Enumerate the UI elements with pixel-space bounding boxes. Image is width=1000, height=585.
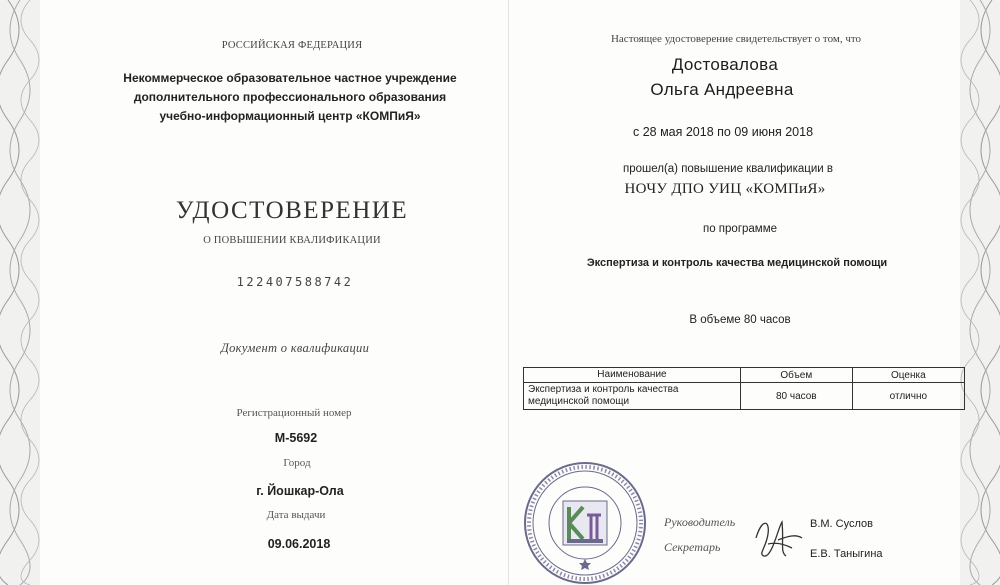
document-subtitle: О ПОВЫШЕНИИ КВАЛИФИКАЦИИ bbox=[203, 235, 381, 246]
issue-date-value: 09.06.2018 bbox=[267, 537, 331, 551]
org-line-2: дополнительного профессионального образования bbox=[133, 90, 447, 104]
page-fold-divider bbox=[508, 0, 509, 585]
head-name: В.М. Суслов bbox=[810, 518, 873, 530]
city-value: г. Йошкар-Ола bbox=[256, 484, 344, 498]
table-header-name: Наименование bbox=[524, 368, 741, 383]
table-cell-name: Экспертиза и контроль качества медицинской помощи bbox=[524, 383, 741, 410]
table-header-row bbox=[524, 368, 965, 383]
table-cell-grade: отлично bbox=[852, 383, 964, 410]
table-header-grade: Оценка bbox=[852, 368, 964, 383]
organization-stamp bbox=[515, 455, 655, 585]
holder-surname: Достовалова bbox=[671, 55, 779, 74]
organization-name bbox=[123, 69, 456, 126]
organization-short-name: НОЧУ ДПО УИЦ «КОМПиЯ» bbox=[624, 181, 826, 197]
head-label: Руководитель bbox=[664, 515, 736, 529]
org-line-1: Некоммерческое образовательнoe частное учреждение bbox=[123, 71, 457, 85]
training-period: с 28 мая 2018 по 09 июня 2018 bbox=[632, 125, 814, 139]
by-program-text: по программе bbox=[702, 223, 778, 235]
secretary-label: Секретарь bbox=[664, 540, 721, 554]
country-name: РОССИЙСКАЯ ФЕДЕРАЦИЯ bbox=[221, 40, 363, 51]
registration-number-label: Регистрационный номер bbox=[236, 407, 352, 419]
issue-date-label: Дата выдачи bbox=[266, 509, 326, 521]
intro-text: Настоящее удостоверение свидетельствует о том, что bbox=[610, 33, 862, 45]
document-type: Документ о квалификации bbox=[220, 341, 370, 355]
grades-table bbox=[523, 367, 965, 410]
table-header-volume: Объем bbox=[740, 368, 852, 383]
document-title: УДОСТОВЕРЕНИЕ bbox=[175, 197, 409, 224]
registration-number-value: М-5692 bbox=[274, 431, 318, 445]
right-ornament-border bbox=[960, 0, 1000, 585]
passed-text: прошел(а) повышение квалификации в bbox=[622, 163, 834, 175]
training-volume: В объеме 80 часов bbox=[689, 314, 791, 326]
city-label: Город bbox=[283, 457, 311, 469]
org-line-3: учебно-информационный центр «КОМПиЯ» bbox=[159, 109, 421, 123]
left-ornament-border bbox=[0, 0, 40, 585]
certificate-number: 122407588742 bbox=[236, 275, 354, 289]
table-row bbox=[524, 383, 965, 410]
signature-mark bbox=[748, 508, 808, 568]
program-name: Экспертиза и контроль качества медицинской помощи bbox=[586, 257, 888, 269]
holder-given-names: Ольга Андреевна bbox=[650, 80, 794, 99]
table-cell-volume: 80 часов bbox=[740, 383, 852, 410]
secretary-name: Е.В. Таныгина bbox=[810, 548, 883, 560]
